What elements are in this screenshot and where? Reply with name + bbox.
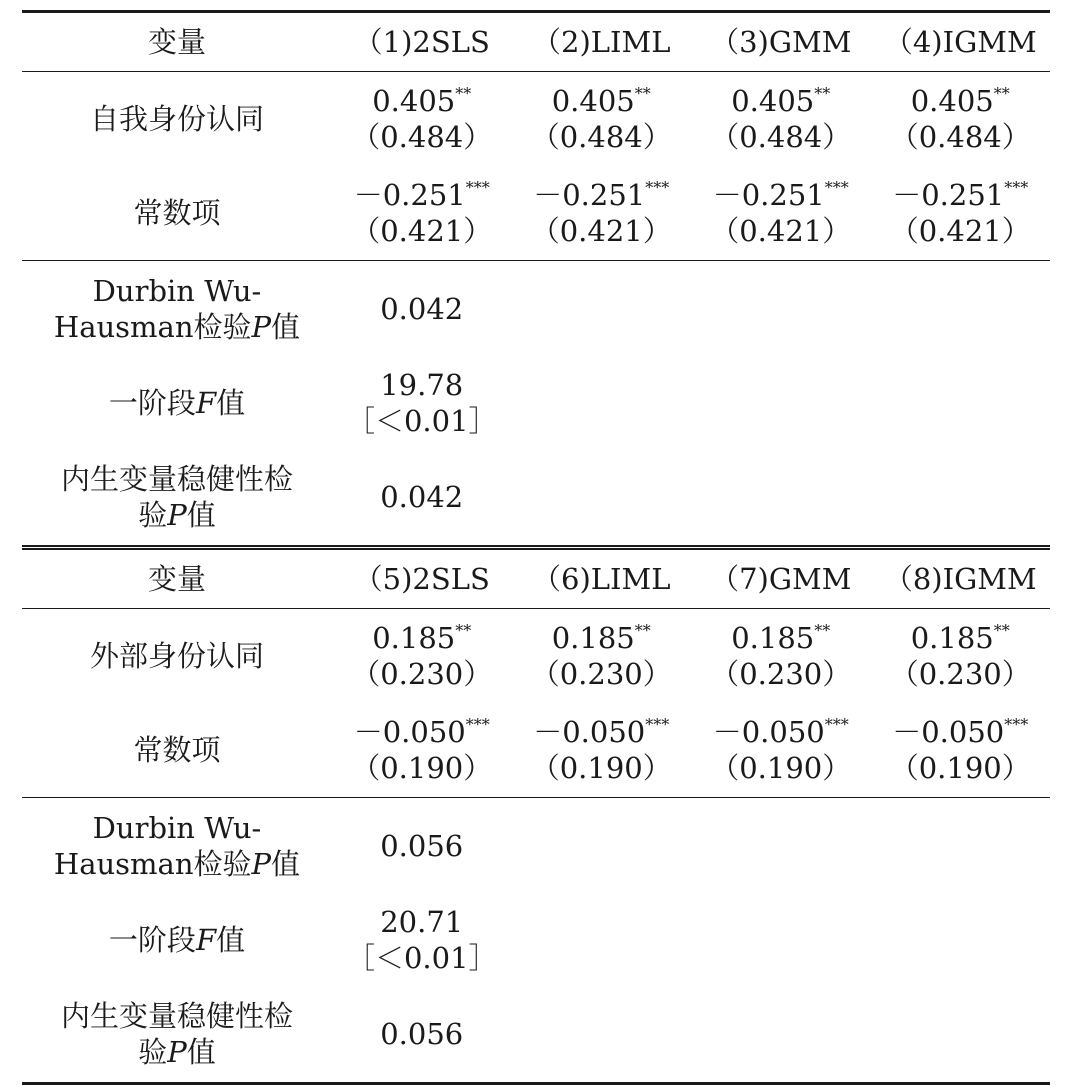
header-cell-model-5: （5)2SLS	[332, 548, 512, 609]
header-cell-model-2: （2)LIML	[512, 12, 692, 72]
standard-error: （0.484）	[710, 120, 852, 154]
coef-cell	[332, 609, 512, 704]
coef-value: 0.185	[372, 621, 456, 655]
robustness-row	[22, 449, 1050, 548]
coef-value: 0.185	[910, 621, 994, 655]
significance-stars: ***	[824, 178, 849, 197]
coef-row	[22, 72, 1050, 167]
row-label: Durbin Wu- Hausman检验P值	[22, 261, 332, 358]
coef-value: 0.185	[551, 621, 635, 655]
standard-error: （0.230）	[710, 657, 852, 691]
standard-error: （0.484）	[889, 120, 1031, 154]
header-row	[22, 548, 1050, 609]
standard-error: （0.230）	[889, 657, 1031, 691]
coef-cell	[512, 609, 692, 704]
coef-cell	[512, 703, 692, 798]
dwh-p-value: 0.042	[332, 261, 512, 358]
coef-cell	[871, 166, 1051, 261]
coef-value: －0.251	[533, 178, 646, 212]
row-label: 一阶段F值	[108, 386, 246, 420]
coef-cell	[691, 72, 871, 167]
first-stage-row	[22, 357, 1050, 449]
robustness-row	[22, 986, 1050, 1084]
dwh-p-value: 0.056	[332, 798, 512, 895]
standard-error: （0.190）	[889, 751, 1031, 785]
standard-error: （0.484）	[530, 120, 672, 154]
row-label: 一阶段F值	[108, 923, 246, 957]
header-cell-model-8: （8)IGMM	[871, 548, 1051, 609]
coef-cell	[512, 166, 692, 261]
coef-value: －0.050	[892, 715, 1005, 749]
standard-error: （0.190）	[530, 751, 672, 785]
coef-cell	[871, 609, 1051, 704]
header-cell-model-7: （7)GMM	[691, 548, 871, 609]
coef-value: －0.050	[353, 715, 466, 749]
coef-value: －0.050	[533, 715, 646, 749]
header-cell-model-1: （1)2SLS	[332, 12, 512, 72]
significance-stars: **	[634, 621, 651, 640]
significance-stars: ***	[465, 178, 490, 197]
coef-value: －0.251	[353, 178, 466, 212]
first-stage-f-value: 19.78 ［＜0.01］	[345, 368, 498, 438]
standard-error: （0.190）	[351, 751, 493, 785]
coef-cell	[871, 703, 1051, 798]
standard-error: （0.421）	[889, 214, 1031, 248]
standard-error: （0.421）	[530, 214, 672, 248]
significance-stars: **	[993, 84, 1010, 103]
row-label: 常数项	[133, 733, 221, 767]
coef-value: 0.185	[731, 621, 815, 655]
header-cell-variable: 变量	[22, 12, 332, 72]
header-cell-model-6: （6)LIML	[512, 548, 692, 609]
header-cell-model-3: （3)GMM	[691, 12, 871, 72]
significance-stars: **	[814, 621, 831, 640]
coef-value: 0.405	[731, 84, 815, 118]
dwh-row	[22, 798, 1050, 895]
coef-cell	[512, 72, 692, 167]
row-label: 自我身份认同	[22, 72, 332, 167]
coef-value: 0.405	[551, 84, 635, 118]
row-label: 常数项	[133, 196, 221, 230]
header-cell-model-4: （4)IGMM	[871, 12, 1051, 72]
coef-cell	[691, 703, 871, 798]
coef-cell	[332, 166, 512, 261]
standard-error: （0.230）	[530, 657, 672, 691]
standard-error: （0.190）	[710, 751, 852, 785]
standard-error: （0.230）	[351, 657, 493, 691]
significance-stars: ***	[1004, 178, 1029, 197]
coef-cell	[332, 72, 512, 167]
significance-stars: ***	[645, 715, 670, 734]
coef-value: －0.251	[892, 178, 1005, 212]
first-stage-f-value: 20.71 ［＜0.01］	[345, 905, 498, 975]
robustness-p-value: 0.042	[380, 480, 464, 514]
row-label: 外部身份认同	[22, 609, 332, 704]
significance-stars: ***	[1004, 715, 1029, 734]
coef-cell	[332, 703, 512, 798]
iv-regression-table	[22, 10, 1050, 1085]
coef-value: －0.050	[712, 715, 825, 749]
first-stage-row	[22, 894, 1050, 986]
significance-stars: **	[993, 621, 1010, 640]
standard-error: （0.484）	[351, 120, 493, 154]
significance-stars: ***	[465, 715, 490, 734]
coef-cell	[691, 609, 871, 704]
coef-cell	[871, 72, 1051, 167]
row-label: Durbin Wu- Hausman检验P值	[22, 798, 332, 895]
coef-value: －0.251	[712, 178, 825, 212]
header-row	[22, 12, 1050, 72]
dwh-row	[22, 261, 1050, 358]
coef-row	[22, 703, 1050, 798]
standard-error: （0.421）	[351, 214, 493, 248]
standard-error: （0.421）	[710, 214, 852, 248]
significance-stars: ***	[645, 178, 670, 197]
coef-row	[22, 166, 1050, 261]
coef-value: 0.405	[372, 84, 456, 118]
row-label: 内生变量稳健性检 验P值	[60, 462, 293, 532]
robustness-p-value: 0.056	[332, 986, 512, 1084]
coef-value: 0.405	[910, 84, 994, 118]
header-cell-variable: 变量	[22, 548, 332, 609]
significance-stars: **	[814, 84, 831, 103]
row-label: 内生变量稳健性检 验P值	[22, 986, 332, 1084]
significance-stars: **	[634, 84, 651, 103]
significance-stars: ***	[824, 715, 849, 734]
coef-row	[22, 609, 1050, 704]
coef-cell	[691, 166, 871, 261]
significance-stars: **	[455, 84, 472, 103]
significance-stars: **	[455, 621, 472, 640]
